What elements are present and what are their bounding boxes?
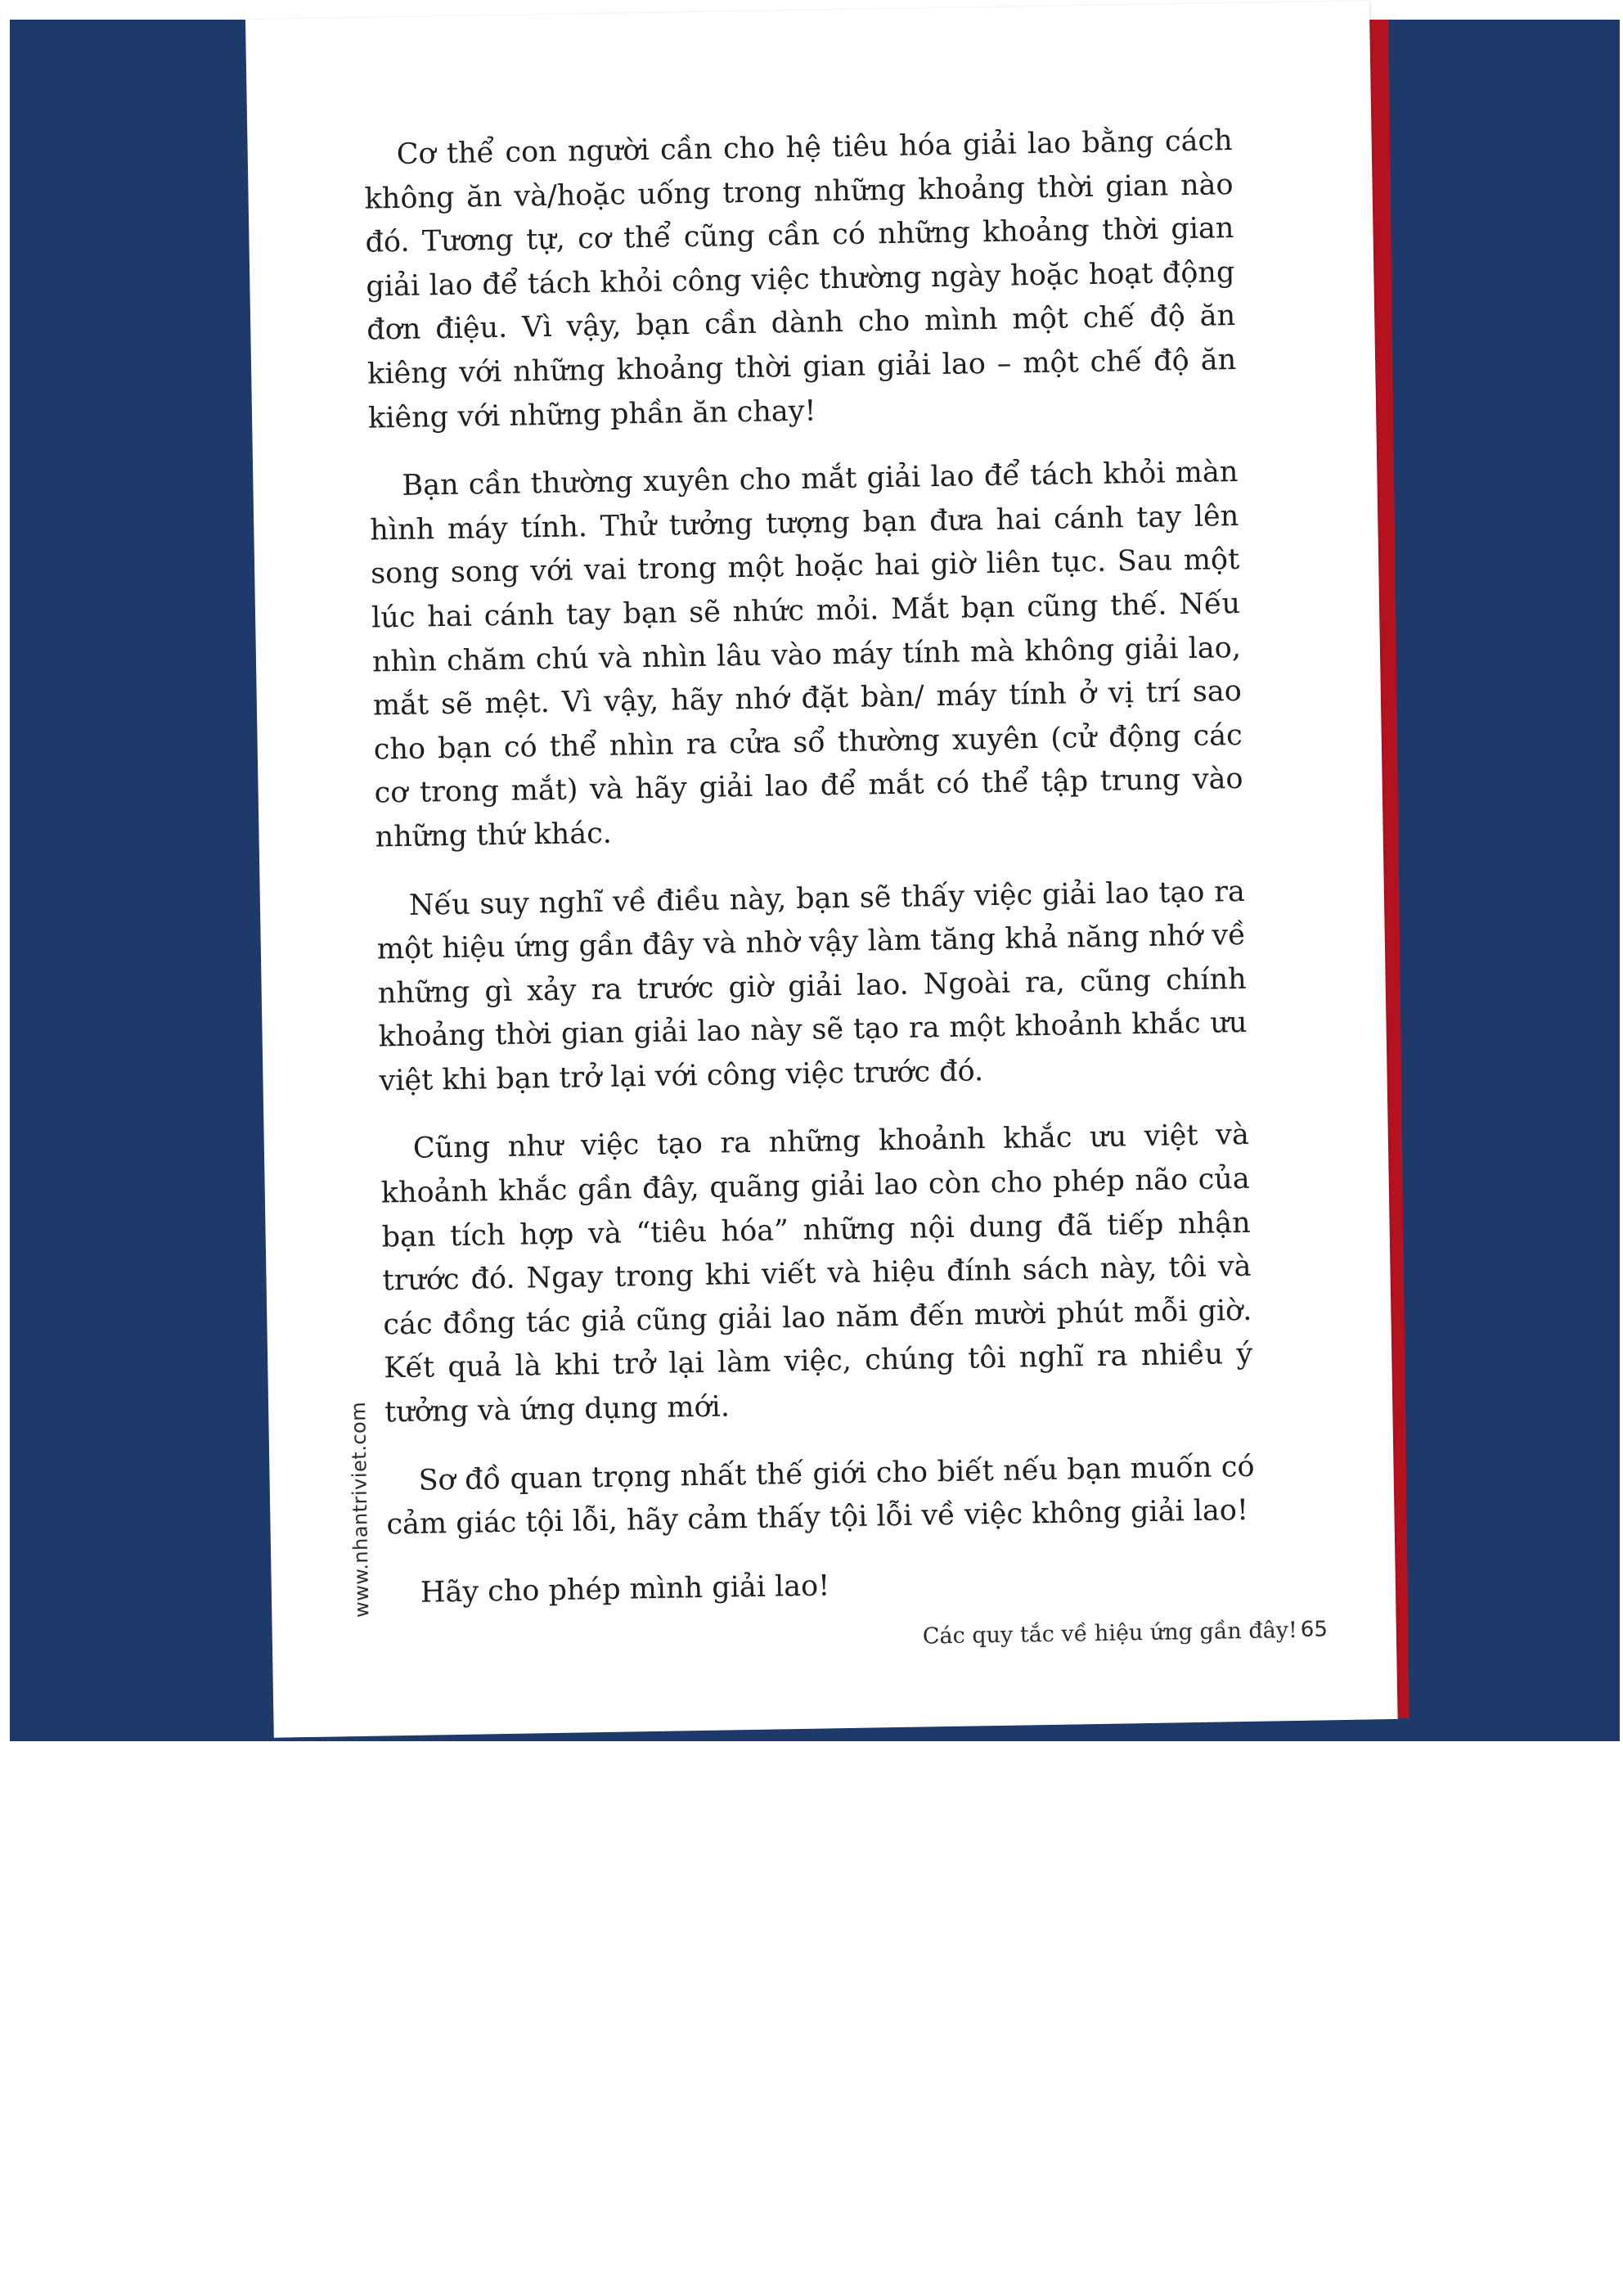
page-number: 65 <box>1300 1617 1329 1642</box>
paragraph-2: Bạn cần thường xuyên cho mắt giải lao để tách khỏi màn hình máy tính. Thử tưởng tượng bạn đưa hai cánh tay lên song song với vai trong một hoặc hai giờ liên tục. Sau một lúc hai cánh tay bạn sẽ nhức mỏi. Mắt bạn cũng thế. Nếu nhìn chăm chú và nhìn lâu vào máy tính mà không giải lao, mắt sẽ mệt. Vì vậy, hãy nhớ đặt bàn/ máy tính ở vị trí sao cho bạn có thể nhìn ra cửa sổ thường xuyên (cử động các cơ trong mắt) và hãy giải lao để mắt có thể tập trung vào những thứ khác. <box>370 456 1243 854</box>
paragraph-3: Nếu suy nghĩ về điều này, bạn sẽ thấy việc giải lao tạo ra một hiệu ứng gần đây và nhờ vậy làm tăng khả năng nhớ về những gì xảy ra trước giờ giải lao. Ngoài ra, cũng chính khoảng thời gian giải lao này sẽ tạo ra một khoảnh khắc ưu việt khi bạn trở lại với công việc trước đó. <box>376 875 1248 1098</box>
paragraph-4: Cũng như việc tạo ra những khoảnh khắc ưu việt và khoảnh khắc gần đây, quãng giải lao còn cho phép não của bạn tích hợp và “tiêu hóa” những nội dung đã tiếp nhận trước đó. Ngay trong khi viết và hiệu đính sách này, tôi và các đồng tác giả cũng giải lao năm đến mười phút mỗi giờ. Kết quả là khi trở lại làm việc, chúng tôi nghĩ ra nhiều ý tưởng và ứng dụng mới. <box>380 1119 1253 1429</box>
paragraph-5: Sơ đồ quan trọng nhất thế giới cho biết nếu bạn muốn có cảm giác tội lỗi, hãy cảm thấy tội lỗi về việc không giải lao! <box>386 1450 1255 1542</box>
paragraph-1: Cơ thể con người cần cho hệ tiêu hóa giải lao bằng cách không ăn và/hoặc uống trong những khoảng thời gian nào đó. Tương tự, cơ thể cũng cần có những khoảng thời gian giải lao để tách khỏi công việc thường ngày hoặc hoạt động đơn điệu. Vì vậy, bạn cần dành cho mình một chế độ ăn kiêng với những khoảng thời gian giải lao – một chế độ ăn kiêng với những phần ăn chay! <box>364 124 1237 435</box>
book-page <box>245 1 1398 1737</box>
running-title: Các quy tắc về hiệu ứng gần đây! <box>922 1617 1298 1650</box>
body-text <box>363 119 1257 1641</box>
paragraph-6: Hãy cho phép mình giải lao! <box>420 1569 830 1609</box>
publisher-url: www.nhantriviet.com <box>347 1401 374 1618</box>
